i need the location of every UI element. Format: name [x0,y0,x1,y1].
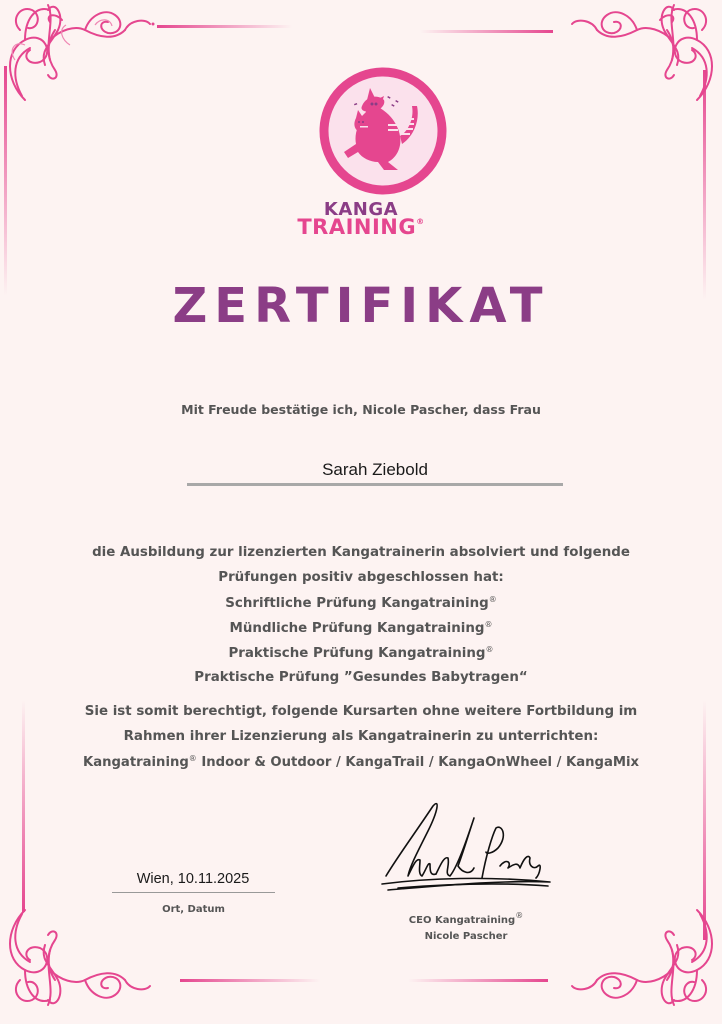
recipient-name: Sarah Ziebold [322,460,428,479]
signature-role-text: CEO Kangatraining [408,915,516,926]
authorization-line: Sie ist somit berechtigt, folgende Kursarten ohne weitere Fortbildung im [84,704,638,719]
signature-name: Nicole Pascher [424,931,508,942]
corner-ornament-top-left [0,0,160,110]
place-date-label: Ort, Datum [162,904,225,915]
border-line-bottom-left [180,979,320,982]
exam-item [0,620,722,636]
course-list [0,754,722,770]
registered-mark: ® [515,911,524,920]
corner-ornament-bottom-left [0,900,160,1010]
body-line: Prüfungen positiv abgeschlossen hat: [218,570,504,585]
border-line-top-right [420,30,553,33]
recipient-underline [187,483,563,486]
signature-role [380,911,552,926]
exam-text: Mündliche Prüfung Kangatraining [229,621,485,636]
corner-ornament-top-right [560,0,722,110]
kangaroo-with-joey-icon [318,66,448,196]
registered-mark: ® [485,645,494,654]
place-date-value: Wien, 10.11.2025 [136,871,250,887]
logo-text-training-word: TRAINING [297,215,417,239]
course-first: Kangatraining [82,755,189,770]
body-line: die Ausbildung zur lizenzierten Kangatrainerin absolviert und folgende [92,545,630,560]
exam-item [0,670,722,685]
border-line-bottom-right [408,979,548,982]
registered-mark: ® [484,620,493,629]
authorization-line: Rahmen ihrer Lizenzierung als Kangatrainerin zu unterrichten: [123,729,599,744]
registered-mark: ® [188,754,197,763]
registered-mark: ® [416,217,425,226]
intro-text: Mit Freude bestätige ich, Nicole Pascher, dass Frau [181,402,541,417]
exam-text: Praktische Prüfung Kangatraining [228,646,486,661]
border-line-top-left [157,25,292,28]
page-title: ZERTIFIKAT [172,278,550,334]
exam-text: Schriftliche Prüfung Kangatraining [225,596,489,611]
logo-text-training [0,215,722,239]
registered-mark: ® [488,595,497,604]
logo-text-kanga: KANGA [323,199,399,220]
course-rest: Indoor & Outdoor / KangaTrail / KangaOnWheel / KangaMix [196,755,640,770]
exam-item [0,645,722,661]
exam-item [0,595,722,611]
signature-image [378,796,558,896]
logo [318,66,448,196]
corner-ornament-bottom-right [560,900,722,1010]
exam-text: Praktische Prüfung ”Gesundes Babytragen“ [194,670,528,685]
place-date-underline [112,892,275,893]
